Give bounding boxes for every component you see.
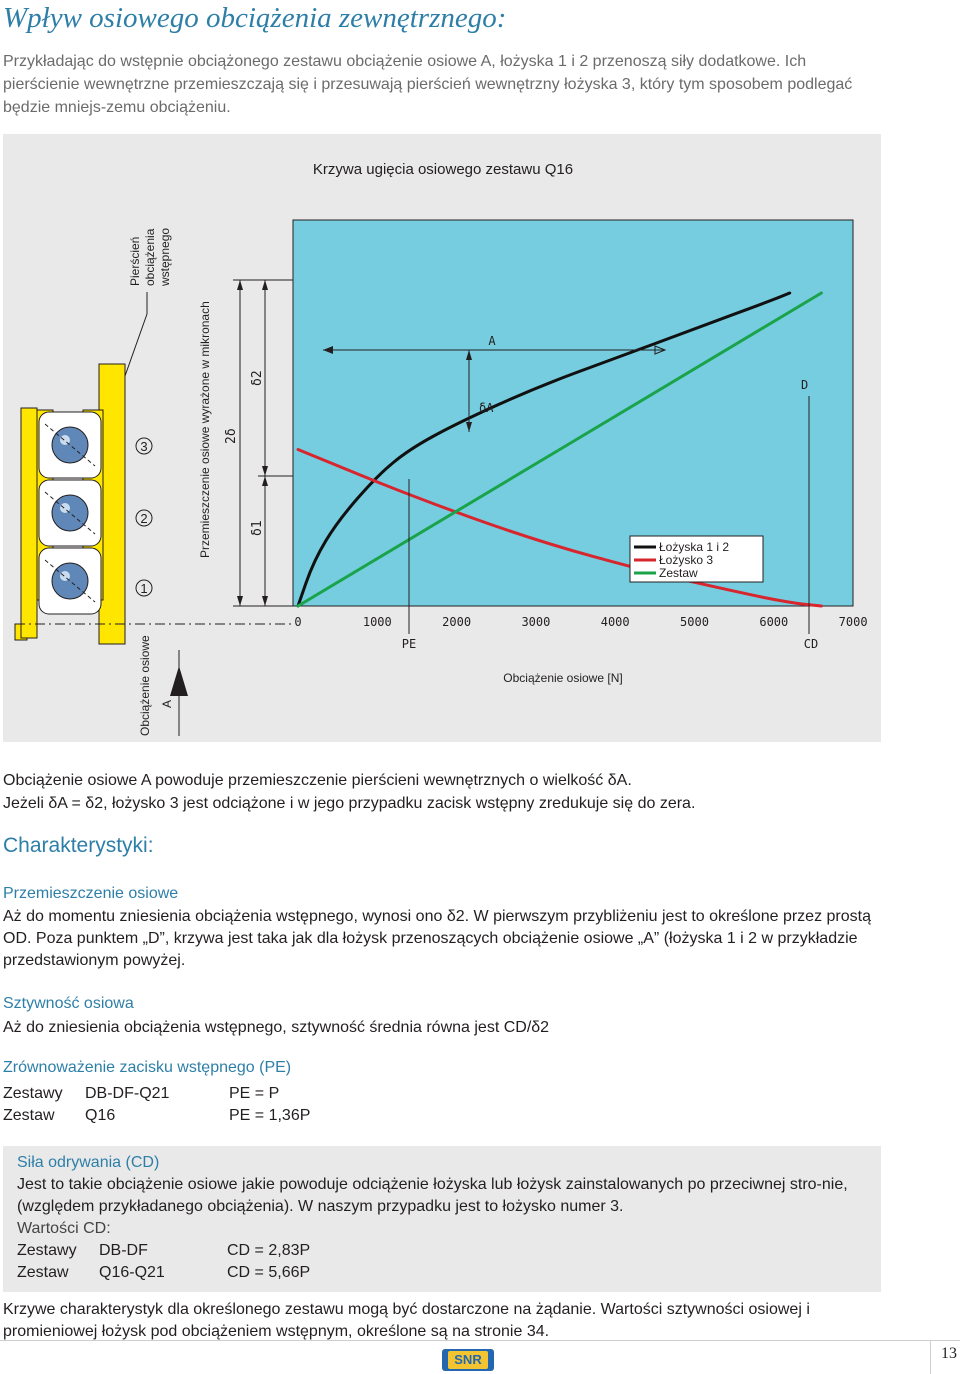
- breakaway-force-title: Siła odrywania (CD): [17, 1154, 160, 1171]
- x-tick-label: 6000: [759, 615, 789, 629]
- point-d-label: D: [801, 378, 809, 392]
- cd-row-type: DB-DF: [99, 1242, 148, 1259]
- pe-label: PE: [401, 637, 417, 651]
- cd-row-value: CD = 2,83P: [227, 1242, 311, 1259]
- point-a-label: A: [488, 334, 496, 348]
- deflection-figure: [3, 134, 881, 742]
- paragraph-delta-a: Obciążenie osiowe A powoduje przemieszczenie pierścieni wewnętrznych o wielkość δA.: [3, 772, 632, 789]
- preload-row-value: PE = P: [229, 1085, 280, 1102]
- delta2-label: δ2: [250, 370, 265, 386]
- characteristics-heading: Charakterystyki:: [3, 834, 154, 857]
- preload-row-value: PE = 1,36P: [229, 1107, 311, 1124]
- delta1-label: δ1: [250, 520, 265, 536]
- plot-area: [293, 220, 853, 606]
- snr-logo: [442, 1349, 494, 1371]
- axial-load-symbol: A: [160, 699, 174, 708]
- two-delta-label: 2δ: [224, 428, 239, 444]
- x-tick-label: 0: [294, 615, 302, 629]
- x-axis-label: Obciążenie osiowe [N]: [503, 671, 623, 685]
- preload-label-line1: Pierścień: [128, 236, 142, 286]
- legend-label-set: Zestaw: [659, 566, 698, 580]
- cd-row-set: Zestaw: [17, 1264, 69, 1281]
- section-axial-displacement-text: Aż do momentu zniesienia obciążenia wstępnego, wynosi ono δ2. W pierwszym przybliżeniu jest to określone przez prostą OD. Poza punktem „D”, krzywa jest taka jak dla łożysk przenoszących obciążenie osiowe „A” (łożyska 1 i 2 w przykładzie przedstawionym powyżej.: [3, 908, 871, 969]
- cd-row-type: Q16-Q21: [99, 1264, 165, 1281]
- preload-row-type: DB-DF-Q21: [85, 1085, 170, 1102]
- section-axial-displacement-title: Przemieszczenie osiowe: [3, 885, 179, 902]
- cd-row-value: CD = 5,66P: [227, 1264, 311, 1281]
- preload-label-line2: obciążenia: [143, 228, 157, 286]
- bearing-number-2: 2: [140, 511, 148, 526]
- snr-logo-text: SNR: [448, 1351, 488, 1369]
- x-tick-label: 3000: [521, 615, 551, 629]
- x-tick-label: 1000: [362, 615, 392, 629]
- delta-a-label: δA: [479, 401, 494, 415]
- bearing-assembly: [15, 364, 293, 644]
- page-number: 13: [941, 1345, 957, 1362]
- x-tick-label: 5000: [680, 615, 709, 629]
- deflection-chart: [3, 134, 881, 742]
- cd-row-set: Zestawy: [17, 1242, 77, 1259]
- page-title: Wpływ osiowego obciążenia zewnętrznego:: [3, 2, 507, 34]
- page-number-divider: [930, 1340, 931, 1374]
- legend-label-bearings-1-2: Łożyska 1 i 2: [659, 540, 730, 554]
- breakaway-force-text: Jest to takie obciążenie osiowe jakie powoduje odciążenie łożyska lub łożysk zainstalowanych po przeciwnej stro-nie, (względem przykładanego obciążenia). W naszym przypadku jest to łożysko numer 3.: [17, 1176, 848, 1215]
- bearing-number-3: 3: [140, 439, 148, 454]
- preload-row-type: Q16: [85, 1107, 116, 1124]
- ball-3-icon: [52, 427, 88, 463]
- preload-row-set: Zestaw: [3, 1107, 55, 1124]
- legend-label-bearing-3: Łożysko 3: [659, 553, 714, 567]
- x-tick-label: 2000: [442, 615, 472, 629]
- breakaway-force-box: [3, 1146, 881, 1292]
- x-axis-ticks: [294, 615, 867, 629]
- x-tick-label: 7000: [838, 615, 868, 629]
- ball-2-icon: [52, 495, 88, 531]
- chart-legend: [630, 536, 763, 582]
- ball-1-icon: [52, 563, 88, 599]
- preload-label-line3: wstępnego: [158, 227, 172, 286]
- section-axial-stiffness-title: Sztywność osiowa: [3, 995, 134, 1012]
- section-axial-stiffness-text: Aż do zniesienia obciążenia wstępnego, sztywność średnia równa jest CD/δ2: [3, 1019, 550, 1036]
- cd-label: CD: [803, 637, 819, 651]
- axial-load-label: Obciążenie osiowe: [138, 635, 152, 736]
- preload-row-set: Zestawy: [3, 1085, 63, 1102]
- cd-values-label: Wartości CD:: [17, 1220, 111, 1237]
- footer-note: Krzywe charakterystyk dla określonego zestawu mogą być dostarczone na żądanie. Wartości sztywności osiowej i promieniowej łożysk pod obciążeniem wstępnym, określone są na stronie 34.: [3, 1301, 810, 1340]
- chart-title: Krzywa ugięcia osiowego zestawu Q16: [312, 161, 574, 178]
- axial-load-arrow-icon: [170, 666, 188, 696]
- intro-paragraph: Przykładając do wstępnie obciążonego zestawu obciążenie osiowe A, łożyska 1 i 2 przenoszą siły dodatkowe. Ich pierścienie wewnętrzne przemieszczają się i przesuwają pierścień wewnętrzny łożyska 3, który tym sposobem podlegać będzie mniejs-zemu obciążeniu.: [3, 53, 853, 116]
- x-tick-label: 4000: [600, 615, 630, 629]
- section-preload-balance-title: Zrównoważenie zacisku wstępnego (PE): [3, 1059, 292, 1076]
- bearing-number-1: 1: [140, 581, 148, 596]
- y-axis-label: Przemieszczenie osiowe wyrażone w mikronach: [198, 301, 212, 558]
- footer-divider: [0, 1340, 960, 1341]
- paragraph-delta-equal: Jeżeli δA = δ2, łożysko 3 jest odciążone i w jego przypadku zacisk wstępny zredukuje się do zera.: [3, 795, 696, 812]
